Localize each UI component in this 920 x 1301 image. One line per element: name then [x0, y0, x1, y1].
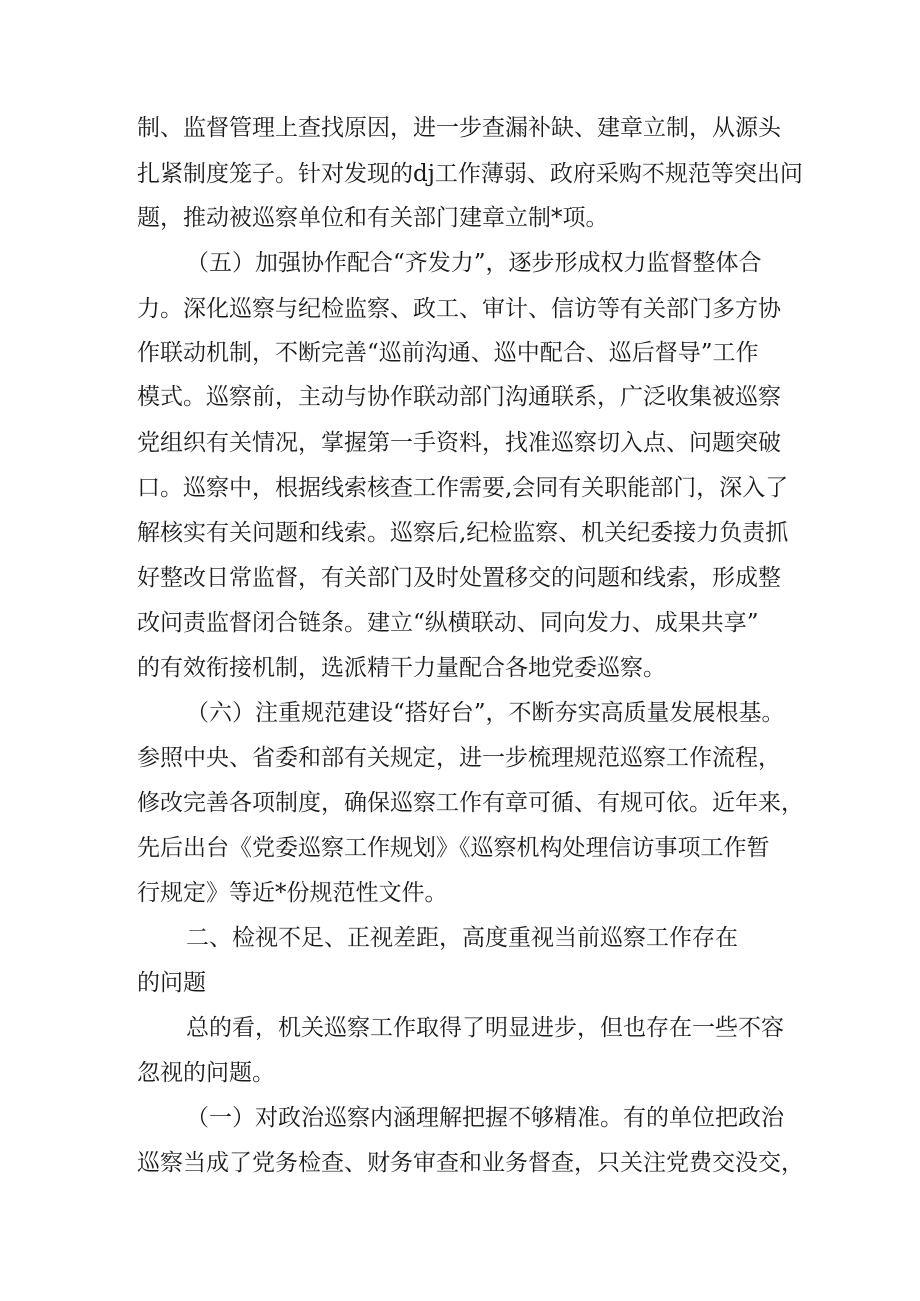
text-line: 党组织有关情况，掌握第一手资料，找准巡察切入点、问题突破	[137, 430, 781, 456]
text-line: 作联动机制，不断完善“巡前沟通、巡中配合、巡后督导”工作	[137, 340, 759, 366]
text-line: 扎紧制度笼子。针对发现的dj工作薄弱、政府采购不规范等突出问	[137, 161, 803, 187]
text-line: 参照中央、省委和部有关规定，进一步梳理规范巡察工作流程，	[137, 745, 781, 771]
text-line: 题，推动被巡察单位和有关部门建章立制*项。	[137, 205, 609, 231]
section-heading-six: （六）注重规范建设“搭好台”，不断夯实高质量发展根基。	[186, 700, 785, 726]
text-line: 模式。巡察前，主动与协作联动部门沟通联系，广泛收集被巡察	[137, 384, 781, 410]
text-line: 先后出台《党委巡察工作规划》《巡察机构处理信访事项工作暂	[137, 835, 770, 861]
text-line: 制、监督管理上查找原因，进一步查漏补缺、建章立制，从源头	[137, 115, 781, 141]
text-line: 改问责监督闭合链条。建立“纵横联动、同向发力、成果共享”	[137, 610, 759, 636]
text-line: 解核实有关问题和线索。巡察后,纪检监察、机关纪委接力负责抓	[137, 520, 789, 546]
text-line: 好整改日常监督，有关部门及时处置移交的问题和线索，形成整	[137, 565, 781, 591]
text-line: 口。巡察中，根据线索核查工作需要,会同有关职能部门，深入了	[137, 475, 789, 501]
text-line: 的有效衔接机制，选派精干力量配合各地党委巡察。	[137, 655, 666, 681]
text-line: 力。深化巡察与纪检监察、政工、审计、信访等有关部门多方协	[137, 296, 781, 322]
text-line: 巡察当成了党务检查、财务审查和业务督查，只关注党费交没交，	[137, 1150, 804, 1176]
text-line: 总的看，机关巡察工作取得了明显进步，但也存在一些不容	[186, 1015, 784, 1041]
text-line: 忽视的问题。	[137, 1060, 275, 1086]
chapter-heading-two-cont: 的问题	[137, 970, 206, 996]
chapter-heading-two: 二、检视不足、正视差距，高度重视当前巡察工作存在	[186, 925, 738, 951]
text-line: 行规定》等近*份规范性文件。	[137, 880, 448, 906]
section-heading-five: （五）加强协作配合“齐发力”，逐步形成权力监督整体合	[186, 250, 762, 276]
text-line: 修改完善各项制度，确保巡察工作有章可循、有规可依。近年来，	[137, 790, 804, 816]
section-heading-one: （一）对政治巡察内涵理解把握不够精准。有的单位把政治	[186, 1105, 784, 1131]
